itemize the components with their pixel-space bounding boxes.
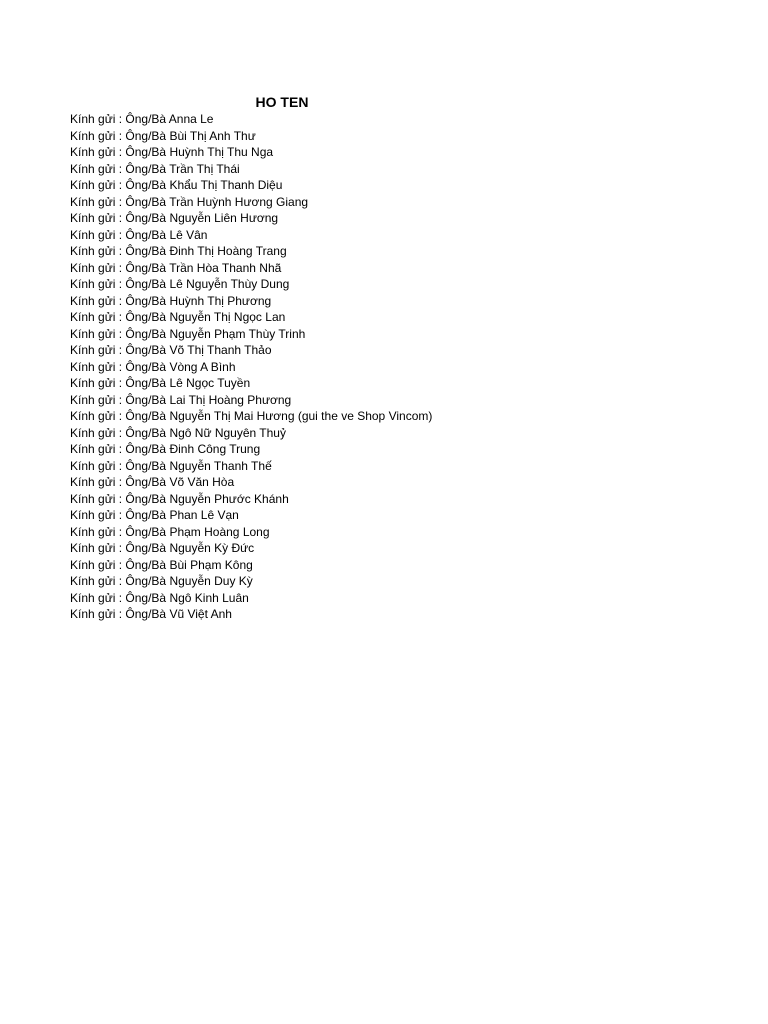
salutation-prefix: Kính gửi : Ông/Bà [70,211,167,225]
recipient-name: Trần Thị Thái [169,161,240,176]
list-item [70,326,432,343]
recipient-name: Đinh Công Trung [169,442,261,456]
salutation-prefix: Kính gửi : Ông/Bà [70,409,167,423]
salutation-prefix: Kính gửi : Ông/Bà [70,442,167,456]
list-item [70,342,432,359]
salutation-prefix: Kính gửi : Ông/Bà [70,458,167,473]
salutation-prefix: Kính gửi : Ông/Bà [70,128,167,143]
recipient-name: Bùi Thị Anh Thư [169,128,256,143]
list-item [70,194,432,211]
list-item [70,491,432,508]
list-item [70,557,432,574]
list-item [70,243,432,260]
recipient-name: Khẩu Thị Thanh Diệu [169,178,283,192]
list-item [70,474,432,491]
salutation-prefix: Kính gửi : Ông/Bà [70,574,167,588]
salutation-prefix: Kính gửi : Ông/Bà [70,557,167,572]
salutation-prefix: Kính gửi : Ông/Bà [70,475,167,489]
recipient-name: Phan Lê Vạn [169,508,239,522]
recipient-name: Võ Thị Thanh Thảo [169,343,272,357]
recipient-list [70,111,432,623]
list-item [70,540,432,557]
page-title: HO TEN [255,94,309,110]
salutation-prefix: Kính gửi : Ông/Bà [70,277,167,291]
recipient-name: Nguyễn Thanh Thế [169,458,272,473]
list-item [70,425,432,442]
list-item [70,441,432,458]
salutation-prefix: Kính gửi : Ông/Bà [70,359,167,374]
recipient-name: Trần Hòa Thanh Nhã [169,260,282,275]
list-item [70,458,432,475]
list-item [70,227,432,244]
salutation-prefix: Kính gửi : Ông/Bà [70,145,167,159]
list-item [70,276,432,293]
recipient-name: Lê Ngọc Tuyền [169,376,251,390]
list-item [70,161,432,178]
recipient-name: Nguyễn Liên Hương [169,211,279,225]
list-item [70,359,432,376]
recipient-name: Lê Vân [169,227,208,242]
recipient-name: Nguyễn Thị Mai Hương (gui the ve Shop Vincom) [169,409,433,423]
list-item [70,392,432,409]
recipient-name: Nguyễn Phước Khánh [169,491,289,506]
recipient-name: Đinh Thị Hoàng Trang [169,244,287,258]
salutation-prefix: Kính gửi : Ông/Bà [70,112,167,126]
salutation-prefix: Kính gửi : Ông/Bà [70,194,167,209]
salutation-prefix: Kính gửi : Ông/Bà [70,293,167,308]
salutation-prefix: Kính gửi : Ông/Bà [70,343,167,357]
salutation-prefix: Kính gửi : Ông/Bà [70,161,167,176]
list-item [70,590,432,607]
list-item [70,210,432,227]
recipient-name: Huỳnh Thị Thu Nga [169,145,274,159]
salutation-prefix: Kính gửi : Ông/Bà [70,607,167,621]
salutation-prefix: Kính gửi : Ông/Bà [70,508,167,522]
salutation-prefix: Kính gửi : Ông/Bà [70,326,167,341]
salutation-prefix: Kính gửi : Ông/Bà [70,260,167,275]
recipient-name: Lai Thị Hoàng Phương [169,392,292,407]
recipient-name: Nguyễn Phạm Thùy Trinh [169,326,306,341]
list-item [70,128,432,145]
recipient-name: Ngô Nữ Nguyên Thuỷ [169,425,286,440]
salutation-prefix: Kính gửi : Ông/Bà [70,227,167,242]
recipient-name: Vũ Việt Anh [169,607,232,621]
salutation-prefix: Kính gửi : Ông/Bà [70,524,167,539]
list-item [70,524,432,541]
salutation-prefix: Kính gửi : Ông/Bà [70,310,167,324]
salutation-prefix: Kính gửi : Ông/Bà [70,392,167,407]
recipient-name: Bùi Phạm Kông [169,557,253,572]
list-item [70,293,432,310]
salutation-prefix: Kính gửi : Ông/Bà [70,178,167,192]
recipient-name: Vòng A Bình [169,359,236,374]
list-item [70,408,432,425]
recipient-name: Nguyễn Thị Ngọc Lan [169,310,286,324]
recipient-name: Anna Le [168,112,214,126]
list-item [70,606,432,623]
salutation-prefix: Kính gửi : Ông/Bà [70,590,167,605]
recipient-name: Nguyễn Duy Kỳ [169,574,253,588]
list-item [70,144,432,161]
recipient-name: Lê Nguyễn Thùy Dung [169,277,290,291]
recipient-name: Trần Huỳnh Hương Giang [169,194,309,209]
recipient-name: Võ Văn Hòa [169,475,235,489]
list-item [70,309,432,326]
list-item [70,507,432,524]
recipient-name: Phạm Hoàng Long [169,524,270,539]
list-item [70,260,432,277]
salutation-prefix: Kính gửi : Ông/Bà [70,376,167,390]
list-item [70,573,432,590]
recipient-name: Nguyễn Kỳ Đức [169,541,255,555]
salutation-prefix: Kính gửi : Ông/Bà [70,425,167,440]
salutation-prefix: Kính gửi : Ông/Bà [70,244,167,258]
salutation-prefix: Kính gửi : Ông/Bà [70,491,167,506]
salutation-prefix: Kính gửi : Ông/Bà [70,541,167,555]
list-item [70,111,432,128]
list-item [70,375,432,392]
list-item [70,177,432,194]
recipient-name: Huỳnh Thị Phương [169,293,272,308]
recipient-name: Ngô Kinh Luân [169,590,249,605]
